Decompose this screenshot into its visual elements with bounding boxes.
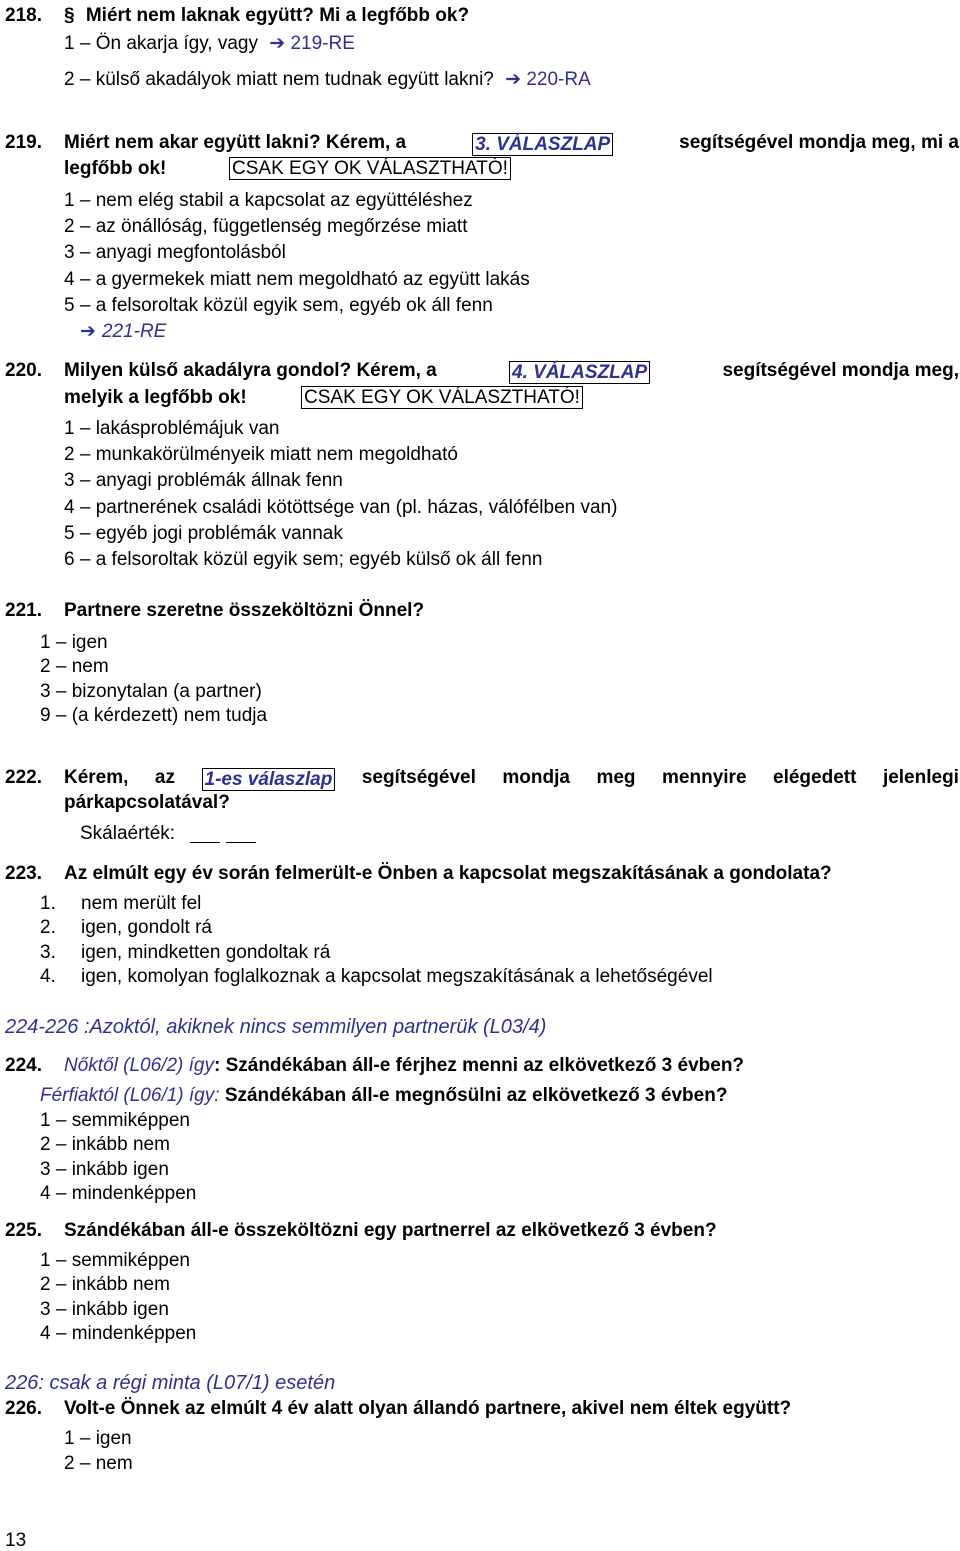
q224-male-label: Férfiaktól (L06/1) így:	[40, 1085, 220, 1106]
q223-option: igen, mindketten gondoltak rá	[81, 942, 331, 963]
q219-option: 4 – a gyermekek miatt nem megoldható az együtt lakás	[64, 269, 530, 290]
scale-blank	[190, 826, 220, 843]
q222-word: az	[154, 767, 175, 788]
q222-word: mennyire	[662, 767, 747, 788]
q226-question: Volt-e Önnek az elmúlt 4 év alatt olyan állandó partnere, akivel nem éltek együtt?	[64, 1398, 792, 1419]
q221-question: Partnere szeretne összeköltözni Önnel?	[64, 600, 425, 621]
q225-option: 4 – mindenképpen	[40, 1323, 197, 1344]
q223-option-number: 4.	[40, 966, 56, 987]
q219-question-line1	[64, 133, 959, 156]
q220-option: 5 – egyéb jogi problémák vannak	[64, 523, 343, 544]
q219-number: 219.	[5, 132, 42, 153]
q220-option: 6 – a felsoroltak közül egyik sem; egyéb külső ok áll fenn	[64, 549, 543, 570]
q224-female-label: Nőktől (L06/2) így	[64, 1055, 214, 1076]
q219-option: 2 – az önállóság, függetlenség megőrzése miatt	[64, 216, 468, 237]
q219-option: 3 – anyagi megfontolásból	[64, 242, 286, 263]
q224-female-colon: :	[213, 1055, 221, 1076]
jump-arrow-icon: ➔	[269, 33, 286, 54]
q224-option: 1 – semmiképpen	[40, 1110, 190, 1131]
q219-question-line2: legfőbb ok!	[64, 158, 167, 179]
jump-arrow-icon: ➔	[505, 69, 522, 90]
q225-question: Szándékában áll-e összeköltözni egy partnerrel az elkövetkező 3 évben?	[64, 1220, 717, 1241]
q223-question: Az elmúlt egy év során felmerült-e Önben a kapcsolat megszakításának a gondolata?	[64, 863, 832, 884]
q222-scale-label: Skálaérték:	[80, 823, 176, 844]
q221-option: 1 – igen	[40, 632, 108, 653]
q219-question-part2: segítségével mondja meg, mi a	[679, 132, 959, 153]
q220-option: 3 – anyagi problémák állnak fenn	[64, 470, 343, 491]
q220-question-part1: Milyen külső akadályra gondol? Kérem, a	[64, 360, 437, 381]
q223-option-number: 2.	[40, 917, 56, 938]
q220-question-line1	[64, 361, 959, 384]
q224-option: 3 – inkább igen	[40, 1159, 169, 1180]
q218-option-2-text: 2 – külső akadályok miatt nem tudnak együtt lakni?	[64, 69, 494, 90]
q219-jump-text: 221-RE	[101, 321, 167, 342]
q222-scale	[80, 824, 262, 843]
q220-card-ref: 4. VÁLASZLAP	[509, 361, 650, 384]
q218-question	[64, 6, 469, 25]
q220-option: 4 – partnerének családi kötöttsége van (pl. házas, válófélben van)	[64, 497, 618, 518]
q224-option: 4 – mindenképpen	[40, 1183, 197, 1204]
q224-female-line	[64, 1056, 744, 1075]
q218-option-2-jump: 220-RA	[526, 69, 591, 90]
q222-word: segítségével	[361, 767, 476, 788]
q221-option: 3 – bizonytalan (a partner)	[40, 681, 262, 702]
q219-card-ref: 3. VÁLASZLAP	[472, 133, 613, 156]
q225-option: 3 – inkább igen	[40, 1299, 169, 1320]
q218-number: 218.	[5, 5, 42, 26]
q223-option-number: 3.	[40, 942, 56, 963]
q226-number: 226.	[5, 1398, 42, 1419]
q220-option: 2 – munkakörülményeik miatt nem megoldható	[64, 444, 458, 465]
filter-224-226: 224-226 :Azoktól, akiknek nincs semmilyen partnerük (L03/4)	[5, 1016, 547, 1038]
q222-word: jelenlegi	[882, 767, 959, 788]
page-number: 13	[5, 1530, 27, 1551]
q218-question-text: Miért nem laknak együtt? Mi a legfőbb ok?	[85, 5, 470, 26]
q218-option-1	[64, 34, 355, 53]
q220-option: 1 – lakásproblémájuk van	[64, 418, 280, 439]
q218-option-1-jump: 219-RE	[290, 33, 355, 54]
q224-male-line	[40, 1086, 727, 1105]
q222-word: elégedett	[773, 767, 857, 788]
q223-option: igen, gondolt rá	[81, 917, 212, 938]
q222-question-line1	[64, 768, 959, 791]
q222-question-line2: párkapcsolatával?	[64, 792, 230, 813]
q223-option-number: 1.	[40, 893, 56, 914]
q218-option-2	[64, 70, 591, 89]
filter-226: 226: csak a régi minta (L07/1) esetén	[5, 1372, 336, 1394]
scale-blank	[226, 826, 256, 843]
q222-word: meg	[596, 767, 636, 788]
q224-female-question: Szándékában áll-e férjhez menni az elkövetkező 3 évben?	[225, 1055, 745, 1076]
q222-number: 222.	[5, 767, 42, 788]
q219-option: 1 – nem elég stabil a kapcsolat az együttéléshez	[64, 190, 473, 211]
q222-card-ref: 1-es válaszlap	[202, 768, 336, 791]
q226-option: 1 – igen	[64, 1428, 132, 1449]
q221-number: 221.	[5, 600, 42, 621]
q224-option: 2 – inkább nem	[40, 1134, 170, 1155]
q225-number: 225.	[5, 1220, 42, 1241]
jump-arrow-icon: ➔	[80, 321, 96, 342]
q226-option: 2 – nem	[64, 1453, 133, 1474]
q220-question-line2: melyik a legfőbb ok!	[64, 387, 247, 408]
q218-option-1-text: 1 – Ön akarja így, vagy	[64, 33, 258, 54]
q219-instruction: CSAK EGY OK VÁLASZTHATÓ!	[229, 157, 511, 180]
q220-number: 220.	[5, 360, 42, 381]
q222-word: mondja	[502, 767, 570, 788]
q223-number: 223.	[5, 863, 42, 884]
q221-option: 9 – (a kérdezett) nem tudja	[40, 705, 268, 726]
q219-option: 5 – a felsoroltak közül egyik sem, egyéb ok áll fenn	[64, 295, 493, 316]
q219-question-part1: Miért nem akar együtt lakni? Kérem, a	[64, 132, 407, 153]
q225-option: 1 – semmiképpen	[40, 1250, 190, 1271]
section-marker: §	[64, 5, 75, 26]
q225-option: 2 – inkább nem	[40, 1274, 170, 1295]
q222-word: Kérem,	[64, 767, 129, 788]
q221-option: 2 – nem	[40, 656, 109, 677]
q220-question-part2: segítségével mondja meg,	[722, 360, 959, 381]
q223-option: igen, komolyan foglalkoznak a kapcsolat megszakításának a lehetőségével	[81, 966, 713, 987]
q220-instruction: CSAK EGY OK VÁLASZTHATÓ!	[301, 386, 583, 409]
q224-number: 224.	[5, 1055, 42, 1076]
q224-male-question: Szándékában áll-e megnősülni az elkövetkező 3 évben?	[224, 1085, 728, 1106]
q219-jump	[80, 322, 166, 341]
q223-option: nem merült fel	[81, 893, 202, 914]
